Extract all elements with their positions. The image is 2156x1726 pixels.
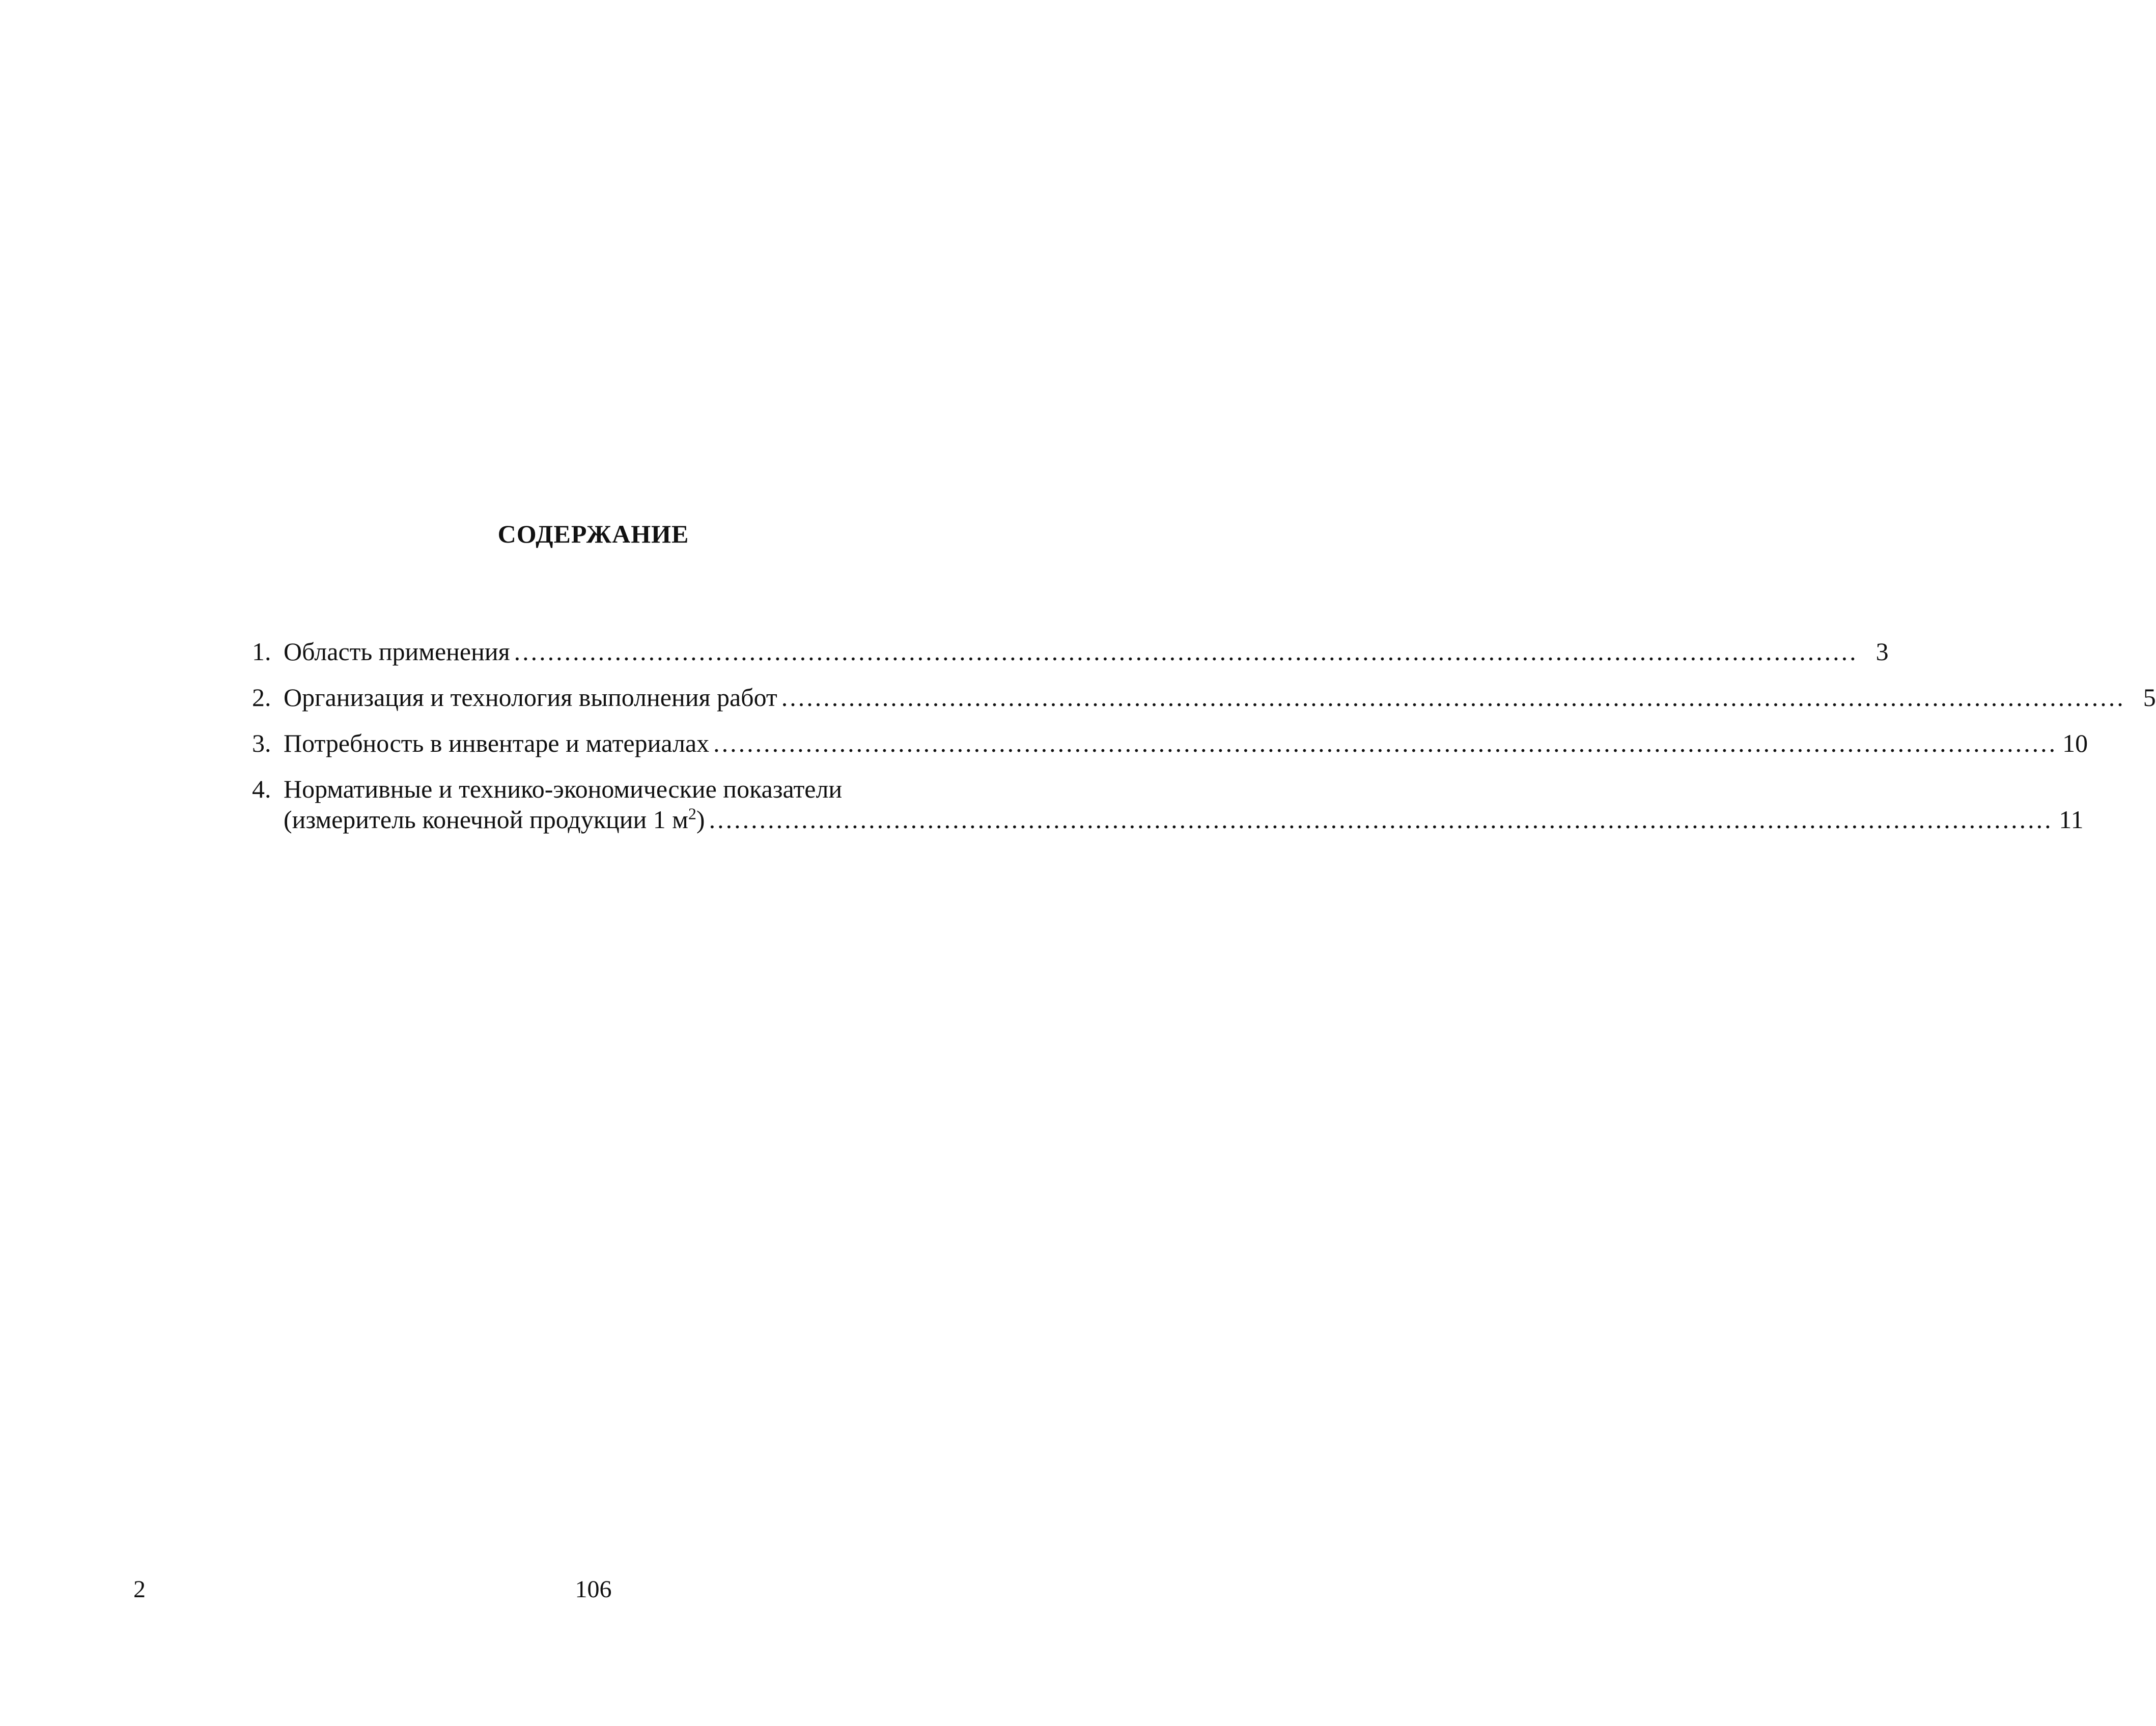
table-of-contents bbox=[252, 636, 2156, 835]
toc-dot-leader: ................................................................................................................................................................ bbox=[709, 805, 2053, 834]
toc-dot-leader: ................................................................................................................................................................ bbox=[514, 637, 1858, 666]
toc-item-title: Потребность в инвентаре и материалах bbox=[284, 729, 710, 757]
toc-item-page: 5 bbox=[2143, 683, 2156, 712]
toc-item-page: 3 bbox=[1875, 637, 1889, 666]
toc-item-title-continued bbox=[284, 804, 705, 835]
toc-item-1[interactable] bbox=[252, 636, 1889, 667]
toc-item-number: 2. bbox=[252, 683, 271, 712]
toc-item-title-tail: ) bbox=[696, 805, 705, 834]
toc-item-page: 10 bbox=[2062, 729, 2088, 757]
toc-item-title: Область применения bbox=[284, 637, 510, 666]
toc-dot-leader: ................................................................................................................................................................ bbox=[781, 683, 2125, 712]
page-number-center: 106 bbox=[575, 1576, 612, 1603]
page-number-left: 2 bbox=[133, 1576, 146, 1603]
toc-item-title-text: (измеритель конечной продукции 1 м bbox=[284, 805, 688, 834]
toc-item-title: Организация и технология выполнения работ bbox=[284, 683, 777, 712]
toc-item-number: 3. bbox=[252, 729, 271, 757]
toc-item-4[interactable] bbox=[252, 774, 2084, 835]
toc-item-title: Нормативные и технико-экономические показатели bbox=[284, 775, 843, 803]
toc-item-number: 4. bbox=[252, 775, 271, 803]
toc-item-page: 11 bbox=[2059, 805, 2084, 834]
toc-item-2[interactable] bbox=[252, 682, 2156, 713]
toc-item-3[interactable] bbox=[252, 728, 2088, 758]
superscript: 2 bbox=[688, 804, 696, 823]
toc-item-number: 1. bbox=[252, 637, 271, 666]
toc-dot-leader: ................................................................................................................................................................ bbox=[713, 729, 2058, 757]
page-title: СОДЕРЖАНИЕ bbox=[497, 520, 689, 548]
